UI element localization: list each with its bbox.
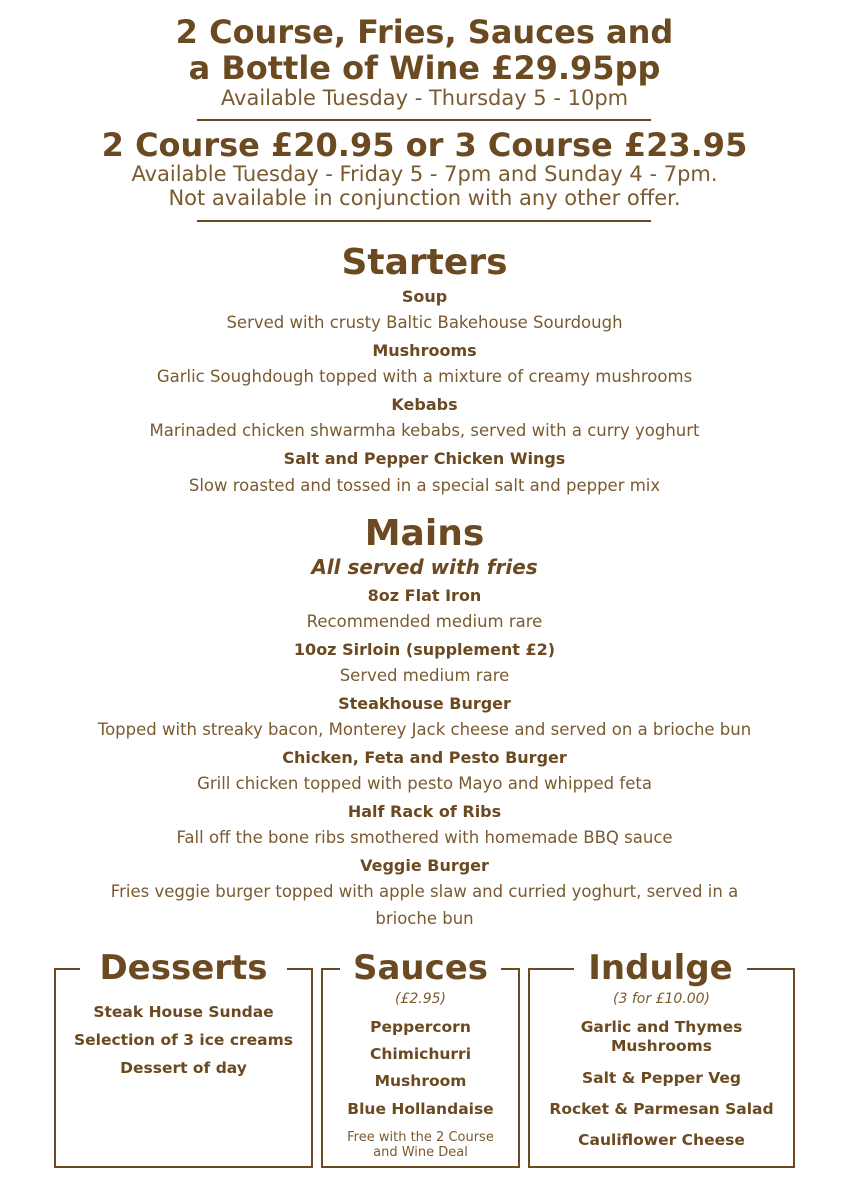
indulge-heading: Indulge bbox=[574, 949, 747, 987]
menu-item-name: Steakhouse Burger bbox=[338, 694, 511, 713]
offer2-availability: Available Tuesday - Friday 5 - 7pm and Sunday 4 - 7pm. bbox=[131, 162, 718, 186]
desserts-heading: Desserts bbox=[80, 949, 287, 987]
indulge-item: Garlic and Thymes Mushrooms bbox=[580, 1018, 743, 1055]
mains-subheading: All served with fries bbox=[311, 555, 538, 579]
menu-item-name: Salt and Pepper Chicken Wings bbox=[283, 449, 566, 468]
mains-heading: Mains bbox=[364, 513, 485, 554]
divider bbox=[197, 119, 651, 121]
menu-item-desc: Marinaded chicken shwarmha kebabs, served with a curry yoghurt bbox=[149, 421, 700, 440]
menu-item-name: 8oz Flat Iron bbox=[367, 586, 482, 605]
menu-item-name: Mushrooms bbox=[372, 341, 477, 360]
menu-item-name: Kebabs bbox=[391, 395, 458, 414]
indulge-item: Cauliflower Cheese bbox=[578, 1131, 745, 1149]
menu-item-desc: Served with crusty Baltic Bakehouse Sourdough bbox=[226, 313, 623, 332]
offer2-note: Not available in conjunction with any other offer. bbox=[168, 186, 681, 210]
menu-item-name: 10oz Sirloin (supplement £2) bbox=[293, 640, 556, 659]
sauce-item: Mushroom bbox=[374, 1072, 467, 1090]
menu-item-desc: Garlic Soughdough topped with a mixture of creamy mushrooms bbox=[156, 367, 693, 386]
sauces-heading: Sauces bbox=[340, 949, 501, 987]
sauce-item: Peppercorn bbox=[370, 1018, 471, 1036]
indulge-item: Salt & Pepper Veg bbox=[581, 1069, 742, 1087]
indulge-price: (3 for £10.00) bbox=[613, 991, 710, 1007]
indulge-item: Rocket & Parmesan Salad bbox=[549, 1100, 774, 1118]
menu-item-desc: Slow roasted and tossed in a special salt and pepper mix bbox=[188, 476, 661, 495]
offer1-availability: Available Tuesday - Thursday 5 - 10pm bbox=[220, 86, 629, 110]
offer1-line2: a Bottle of Wine £29.95pp bbox=[188, 49, 661, 87]
offer1-line1: 2 Course, Fries, Sauces and bbox=[175, 13, 674, 51]
menu-item-desc: Served medium rare bbox=[339, 666, 510, 685]
sauces-price: (£2.95) bbox=[394, 991, 446, 1007]
dessert-item: Steak House Sundae bbox=[93, 1003, 274, 1021]
starters-heading: Starters bbox=[341, 242, 508, 283]
menu-item-name: Chicken, Feta and Pesto Burger bbox=[282, 748, 567, 767]
menu-item-desc: Topped with streaky bacon, Monterey Jack cheese and served on a brioche bun bbox=[97, 720, 752, 739]
divider bbox=[197, 220, 651, 222]
menu-item-desc: brioche bun bbox=[375, 909, 474, 928]
dessert-item: Selection of 3 ice creams bbox=[73, 1031, 294, 1049]
sauces-note: Free with the 2 Course and Wine Deal bbox=[347, 1130, 494, 1160]
offer2-title: 2 Course £20.95 or 3 Course £23.95 bbox=[101, 126, 748, 164]
menu-item-name: Soup bbox=[401, 287, 448, 306]
sauce-item: Blue Hollandaise bbox=[347, 1100, 494, 1118]
menu-item-desc: Grill chicken topped with pesto Mayo and whipped feta bbox=[197, 774, 652, 793]
menu-item-desc: Fries veggie burger topped with apple slaw and curried yoghurt, served in a bbox=[110, 882, 739, 901]
menu-item-desc: Fall off the bone ribs smothered with homemade BBQ sauce bbox=[176, 828, 673, 847]
sauce-item: Chimichurri bbox=[369, 1045, 472, 1063]
menu-item-name: Veggie Burger bbox=[360, 856, 489, 875]
dessert-item: Dessert of day bbox=[120, 1059, 247, 1077]
menu-item-desc: Recommended medium rare bbox=[306, 612, 543, 631]
menu-item-name: Half Rack of Ribs bbox=[347, 802, 502, 821]
